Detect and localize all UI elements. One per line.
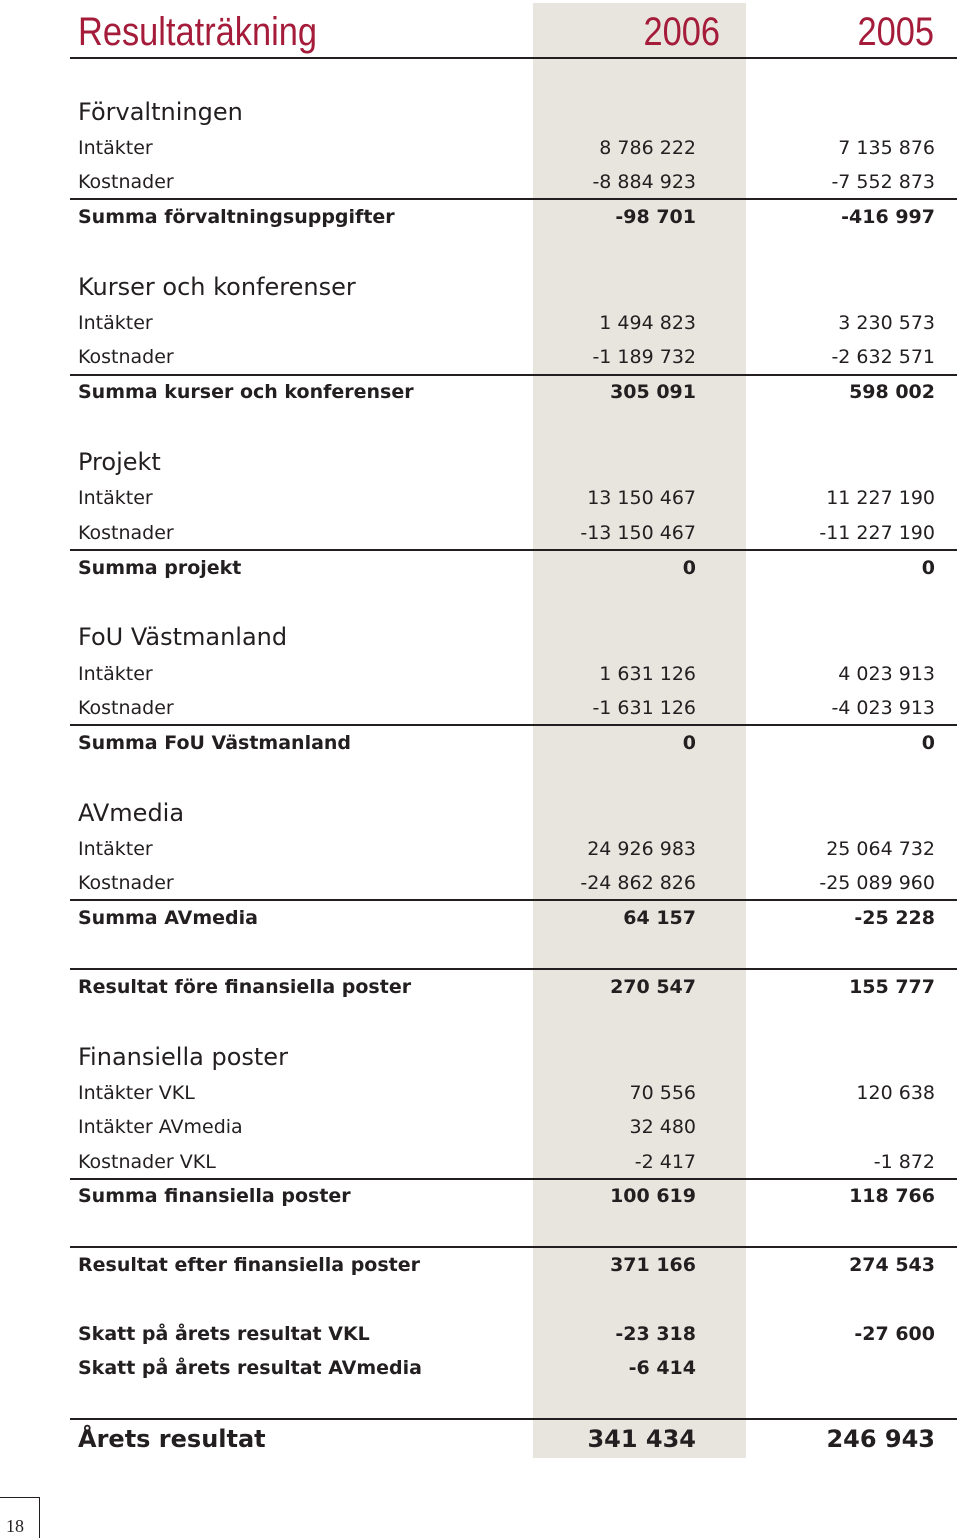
table-row [78, 483, 935, 513]
row-label: Årets resultat [78, 1425, 266, 1453]
value-2005: -4 023 913 [831, 697, 935, 719]
row-label: Summa projekt [78, 557, 242, 579]
annual-result-rule [70, 1418, 957, 1420]
row-label: Summa förvaltningsuppgifter [78, 206, 395, 228]
value-2005: 7 135 876 [838, 137, 935, 159]
table-row [78, 1112, 935, 1142]
row-label: Intäkter [78, 663, 153, 685]
value-2006: 1 494 823 [599, 312, 696, 334]
value-2006: 1 631 126 [599, 663, 696, 685]
result-rule [70, 968, 957, 970]
tax-row [78, 1353, 935, 1383]
table-row [78, 1078, 935, 1108]
row-label: Kostnader [78, 171, 174, 193]
table-row [78, 868, 935, 898]
value-2006: 24 926 983 [587, 838, 696, 860]
row-label: Skatt på årets resultat VKL [78, 1323, 370, 1345]
row-label: Intäkter AVmedia [78, 1116, 243, 1138]
value-2006: 270 547 [610, 976, 696, 998]
table-row [78, 167, 935, 197]
section-heading-forvaltningen: Förvaltningen [78, 98, 243, 126]
subtotal-row [78, 903, 935, 933]
header-rule [70, 57, 957, 59]
value-2006: 371 166 [610, 1254, 696, 1276]
section-heading-finansiella: Finansiella poster [78, 1043, 288, 1071]
page-title: Resultaträkning [78, 10, 318, 54]
value-2006: 70 556 [629, 1082, 696, 1104]
value-2006: -24 862 826 [580, 872, 696, 894]
value-2005: 274 543 [849, 1254, 935, 1276]
value-2005: 118 766 [849, 1185, 935, 1207]
row-label: Resultat före finansiella poster [78, 976, 412, 998]
row-label: Summa finansiella poster [78, 1185, 351, 1207]
value-2005: 120 638 [856, 1082, 935, 1104]
row-label: Kostnader [78, 697, 174, 719]
subtotal-row [78, 1181, 935, 1211]
table-row [78, 342, 935, 372]
value-2005: 25 064 732 [826, 838, 935, 860]
subtotal-rule [70, 724, 957, 726]
subtotal-row [78, 728, 935, 758]
value-2005: -2 632 571 [831, 346, 935, 368]
table-row [78, 518, 935, 548]
page-number: 18 [6, 1516, 24, 1536]
annual-result-row [78, 1424, 935, 1454]
value-2006: 341 434 [587, 1425, 696, 1453]
subtotal-rule [70, 198, 957, 200]
table-row [78, 659, 935, 689]
value-2006: 100 619 [610, 1185, 696, 1207]
value-2006: 0 [682, 557, 696, 579]
year-2006-header: 2006 [643, 10, 720, 54]
value-2006: 13 150 467 [587, 487, 696, 509]
value-2006: -98 701 [615, 206, 696, 228]
subtotal-rule [70, 1178, 957, 1180]
row-label: Kostnader [78, 522, 174, 544]
section-heading-kurser: Kurser och konferenser [78, 273, 356, 301]
value-2006: 0 [682, 732, 696, 754]
result-rule [70, 1246, 957, 1248]
value-2006: -8 884 923 [592, 171, 696, 193]
row-label: Kostnader [78, 346, 174, 368]
value-2006: 305 091 [610, 381, 696, 403]
subtotal-row [78, 553, 935, 583]
value-2006: -6 414 [628, 1357, 696, 1379]
subtotal-row [78, 377, 935, 407]
table-row [78, 834, 935, 864]
row-label: Skatt på årets resultat AVmedia [78, 1357, 422, 1379]
value-2006: 32 480 [629, 1116, 696, 1138]
value-2005: 155 777 [849, 976, 935, 998]
value-2005: 246 943 [826, 1425, 935, 1453]
result-after-financial-row [78, 1250, 935, 1280]
row-label: Intäkter [78, 312, 153, 334]
row-label: Kostnader [78, 872, 174, 894]
value-2006: -2 417 [634, 1151, 696, 1173]
section-heading-avmedia: AVmedia [78, 799, 185, 827]
result-before-financial-row [78, 972, 935, 1002]
value-2005: -1 872 [873, 1151, 935, 1173]
value-2006: -13 150 467 [580, 522, 696, 544]
value-2006: -1 189 732 [592, 346, 696, 368]
section-heading-fou: FoU Västmanland [78, 623, 288, 651]
value-2005: -416 997 [841, 206, 935, 228]
value-2005: 4 023 913 [838, 663, 935, 685]
value-2006: 64 157 [623, 907, 696, 929]
row-label: Kostnader VKL [78, 1151, 216, 1173]
value-2006: -1 631 126 [592, 697, 696, 719]
value-2005: 0 [921, 557, 935, 579]
value-2005: -25 089 960 [819, 872, 935, 894]
value-2005: -11 227 190 [819, 522, 935, 544]
tax-row [78, 1319, 935, 1349]
section-heading-projekt: Projekt [78, 448, 161, 476]
value-2005: 598 002 [849, 381, 935, 403]
value-2005: 3 230 573 [838, 312, 935, 334]
row-label: Summa AVmedia [78, 907, 258, 929]
table-row [78, 693, 935, 723]
subtotal-rule [70, 374, 957, 376]
subtotal-rule [70, 899, 957, 901]
table-row [78, 308, 935, 338]
row-label: Summa kurser och konferenser [78, 381, 414, 403]
value-2005: -25 228 [854, 907, 935, 929]
row-label: Intäkter [78, 838, 153, 860]
row-label: Intäkter [78, 487, 153, 509]
table-row [78, 133, 935, 163]
value-2005: 0 [921, 732, 935, 754]
value-2006: 8 786 222 [599, 137, 696, 159]
table-row [78, 1147, 935, 1177]
row-label: Resultat efter finansiella poster [78, 1254, 420, 1276]
row-label: Intäkter [78, 137, 153, 159]
value-2005: -7 552 873 [831, 171, 935, 193]
value-2005: 11 227 190 [826, 487, 935, 509]
value-2006: -23 318 [615, 1323, 696, 1345]
subtotal-row [78, 202, 935, 232]
row-label: Summa FoU Västmanland [78, 732, 352, 754]
value-2005: -27 600 [854, 1323, 935, 1345]
subtotal-rule [70, 549, 957, 551]
row-label: Intäkter VKL [78, 1082, 195, 1104]
year-2005-header: 2005 [857, 10, 934, 54]
